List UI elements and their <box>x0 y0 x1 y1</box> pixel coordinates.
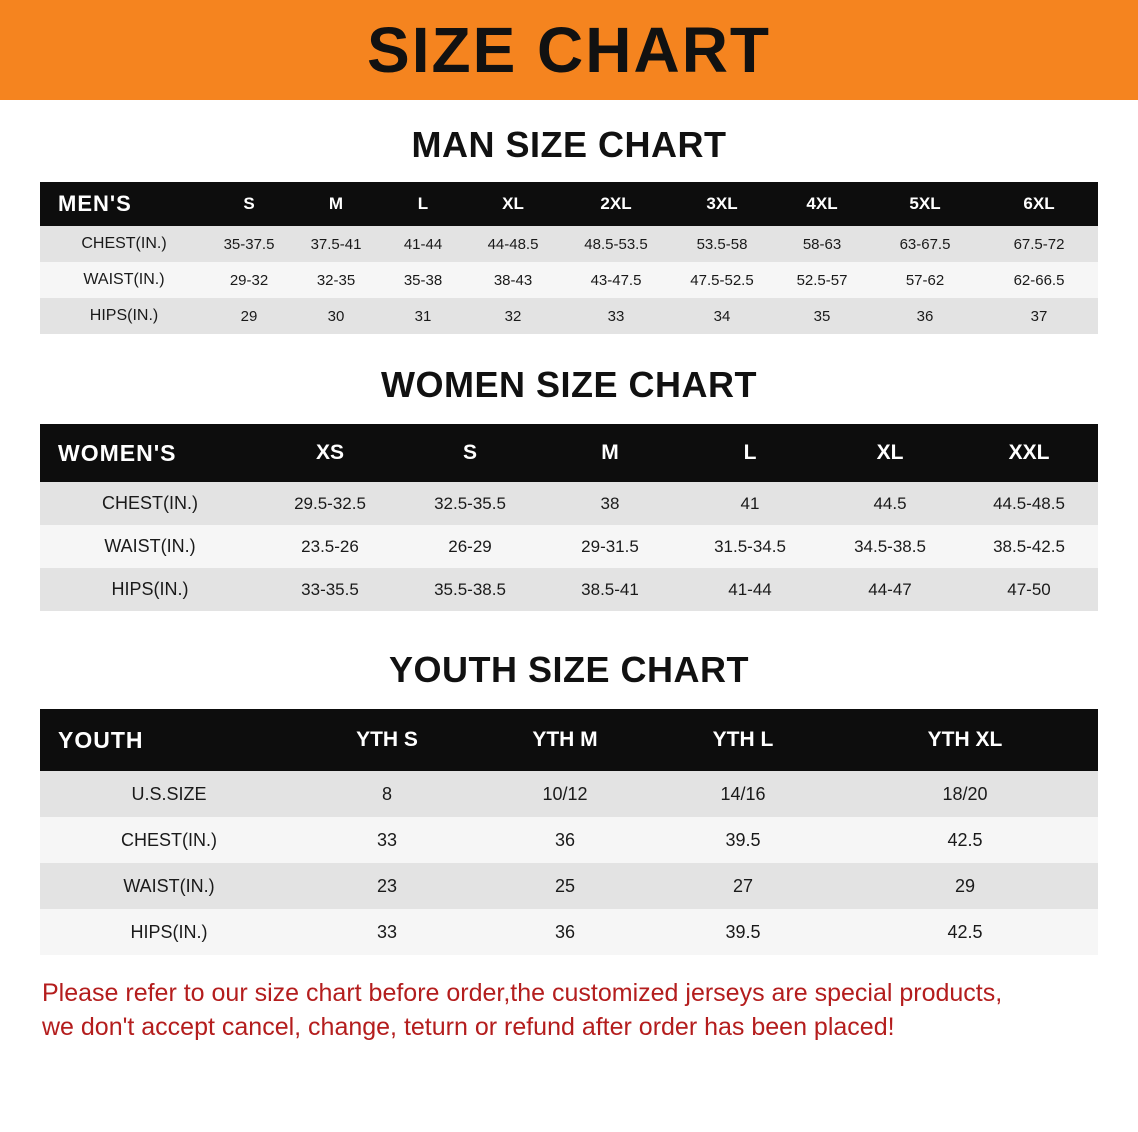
women-row-chest-label: CHEST(IN.) <box>102 493 198 513</box>
youth-header-s: YTH S <box>356 728 418 751</box>
men-chest-5xl: 63-67.5 <box>899 235 951 253</box>
women-row-waist-label: WAIST(IN.) <box>104 536 196 556</box>
men-hips-xl: 32 <box>504 307 522 325</box>
youth-row-ussize-label: U.S.SIZE <box>131 783 207 804</box>
women-hips-xs: 33-35.5 <box>301 579 359 599</box>
men-header-4xl: 4XL <box>806 194 838 213</box>
youth-ussize-s: 8 <box>381 783 392 804</box>
women-header-label: WOMEN'S <box>58 439 177 466</box>
men-hips-6xl: 37 <box>1030 307 1048 325</box>
men-chest-m: 37.5-41 <box>310 235 362 253</box>
men-waist-l: 35-38 <box>403 271 443 289</box>
men-chest-2xl: 48.5-53.5 <box>584 235 648 253</box>
women-header-l: L <box>743 441 757 464</box>
youth-row-chest-label: CHEST(IN.) <box>121 829 217 850</box>
women-header-xxl: XXL <box>1008 441 1050 464</box>
men-hips-5xl: 36 <box>916 307 934 325</box>
page-title: SIZE CHART <box>367 14 771 86</box>
men-hips-l: 31 <box>414 307 432 325</box>
men-waist-xl: 38-43 <box>493 271 533 289</box>
women-waist-l: 31.5-34.5 <box>714 536 786 556</box>
men-header-3xl: 3XL <box>706 194 738 213</box>
table-row <box>40 262 1098 298</box>
men-header-m: M <box>328 194 344 213</box>
women-waist-xs: 23.5-26 <box>301 536 359 556</box>
youth-hips-s: 33 <box>376 921 398 942</box>
men-header-label: MEN'S <box>58 191 132 216</box>
men-chest-s: 35-37.5 <box>223 235 275 253</box>
youth-table-wrapper <box>40 709 1098 955</box>
table-header-row <box>40 709 1098 771</box>
youth-hips-m: 36 <box>554 921 576 942</box>
women-hips-l: 41-44 <box>728 579 772 599</box>
men-waist-3xl: 47.5-52.5 <box>690 271 754 289</box>
men-header-2xl: 2XL <box>600 194 632 213</box>
women-size-table <box>40 424 1098 611</box>
table-header-row <box>40 182 1098 226</box>
youth-ussize-l: 14/16 <box>720 783 766 804</box>
table-row <box>40 771 1098 817</box>
men-hips-4xl: 35 <box>813 307 831 325</box>
men-header-l: L <box>417 194 429 213</box>
women-header-xl: XL <box>876 441 904 464</box>
youth-row-waist-label: WAIST(IN.) <box>123 875 215 896</box>
men-chest-xl: 44-48.5 <box>487 235 539 253</box>
men-waist-s: 29-32 <box>229 271 269 289</box>
women-table-wrapper <box>40 424 1098 611</box>
women-waist-s: 26-29 <box>448 536 492 556</box>
table-row <box>40 226 1098 262</box>
women-header-xs: XS <box>315 441 344 464</box>
table-row <box>40 909 1098 955</box>
youth-section-heading: YOUTH SIZE CHART <box>388 649 749 690</box>
men-row-chest-label: CHEST(IN.) <box>81 235 167 252</box>
youth-waist-xl: 29 <box>954 875 976 896</box>
youth-hips-xl: 42.5 <box>947 921 983 942</box>
women-waist-xxl: 38.5-42.5 <box>993 536 1065 556</box>
men-row-hips-label: HIPS(IN.) <box>89 307 159 324</box>
youth-waist-l: 27 <box>732 875 754 896</box>
men-header-s: S <box>243 194 255 213</box>
table-row <box>40 863 1098 909</box>
men-waist-6xl: 62-66.5 <box>1013 271 1065 289</box>
youth-header-m: YTH M <box>532 728 598 751</box>
disclaimer-line-1: Please refer to our size chart before order,the customized jerseys are special products, <box>42 979 1003 1007</box>
men-waist-m: 32-35 <box>316 271 356 289</box>
men-row-waist-label: WAIST(IN.) <box>83 271 165 288</box>
disclaimer-line-2: we don't accept cancel, change, teturn or refund after order has been placed! <box>42 1012 895 1041</box>
men-chest-3xl: 53.5-58 <box>696 235 748 253</box>
man-table-wrapper <box>40 182 1098 334</box>
table-header-row <box>40 424 1098 482</box>
banner <box>0 0 1138 100</box>
men-hips-2xl: 33 <box>607 307 625 325</box>
women-chest-xs: 29.5-32.5 <box>294 493 366 513</box>
youth-chest-xl: 42.5 <box>947 829 983 850</box>
youth-chest-s: 33 <box>376 829 398 850</box>
women-hips-xxl: 47-50 <box>1007 579 1051 599</box>
women-hips-xl: 44-47 <box>868 579 912 599</box>
youth-waist-m: 25 <box>554 875 576 896</box>
men-hips-s: 29 <box>240 307 258 325</box>
men-chest-l: 41-44 <box>403 235 443 253</box>
man-size-table <box>40 182 1098 334</box>
men-chest-6xl: 67.5-72 <box>1013 235 1065 253</box>
women-chest-xxl: 44.5-48.5 <box>993 493 1065 513</box>
men-header-6xl: 6XL <box>1023 194 1055 213</box>
women-waist-xl: 34.5-38.5 <box>854 536 926 556</box>
youth-chest-l: 39.5 <box>725 829 761 850</box>
table-row <box>40 525 1098 568</box>
women-chest-l: 41 <box>740 493 760 513</box>
women-hips-s: 35.5-38.5 <box>434 579 506 599</box>
women-header-s: S <box>462 441 477 464</box>
women-chest-xl: 44.5 <box>873 493 907 513</box>
youth-header-l: YTH L <box>712 728 774 751</box>
men-waist-2xl: 43-47.5 <box>590 271 642 289</box>
youth-hips-l: 39.5 <box>725 921 761 942</box>
table-row <box>40 482 1098 525</box>
women-hips-m: 38.5-41 <box>581 579 639 599</box>
man-section-heading: MAN SIZE CHART <box>411 124 727 165</box>
youth-size-table <box>40 709 1098 955</box>
men-waist-5xl: 57-62 <box>905 271 945 289</box>
women-row-hips-label: HIPS(IN.) <box>111 579 189 599</box>
disclaimer-note <box>42 977 1096 1045</box>
table-row <box>40 568 1098 611</box>
men-hips-m: 30 <box>327 307 345 325</box>
men-header-xl: XL <box>502 194 524 213</box>
women-chest-s: 32.5-35.5 <box>434 493 506 513</box>
women-section-heading: WOMEN SIZE CHART <box>381 364 757 405</box>
table-row <box>40 817 1098 863</box>
men-header-5xl: 5XL <box>909 194 941 213</box>
women-waist-m: 29-31.5 <box>581 536 639 556</box>
youth-row-hips-label: HIPS(IN.) <box>130 921 208 942</box>
men-hips-3xl: 34 <box>713 307 731 325</box>
youth-header-label: YOUTH <box>58 726 144 753</box>
women-chest-m: 38 <box>600 493 620 513</box>
youth-waist-s: 23 <box>376 875 398 896</box>
youth-ussize-m: 10/12 <box>542 783 588 804</box>
men-waist-4xl: 52.5-57 <box>796 271 848 289</box>
youth-chest-m: 36 <box>554 829 576 850</box>
youth-ussize-xl: 18/20 <box>942 783 988 804</box>
women-header-m: M <box>601 441 619 464</box>
table-row <box>40 298 1098 334</box>
youth-header-xl: YTH XL <box>927 728 1003 751</box>
men-chest-4xl: 58-63 <box>802 235 842 253</box>
